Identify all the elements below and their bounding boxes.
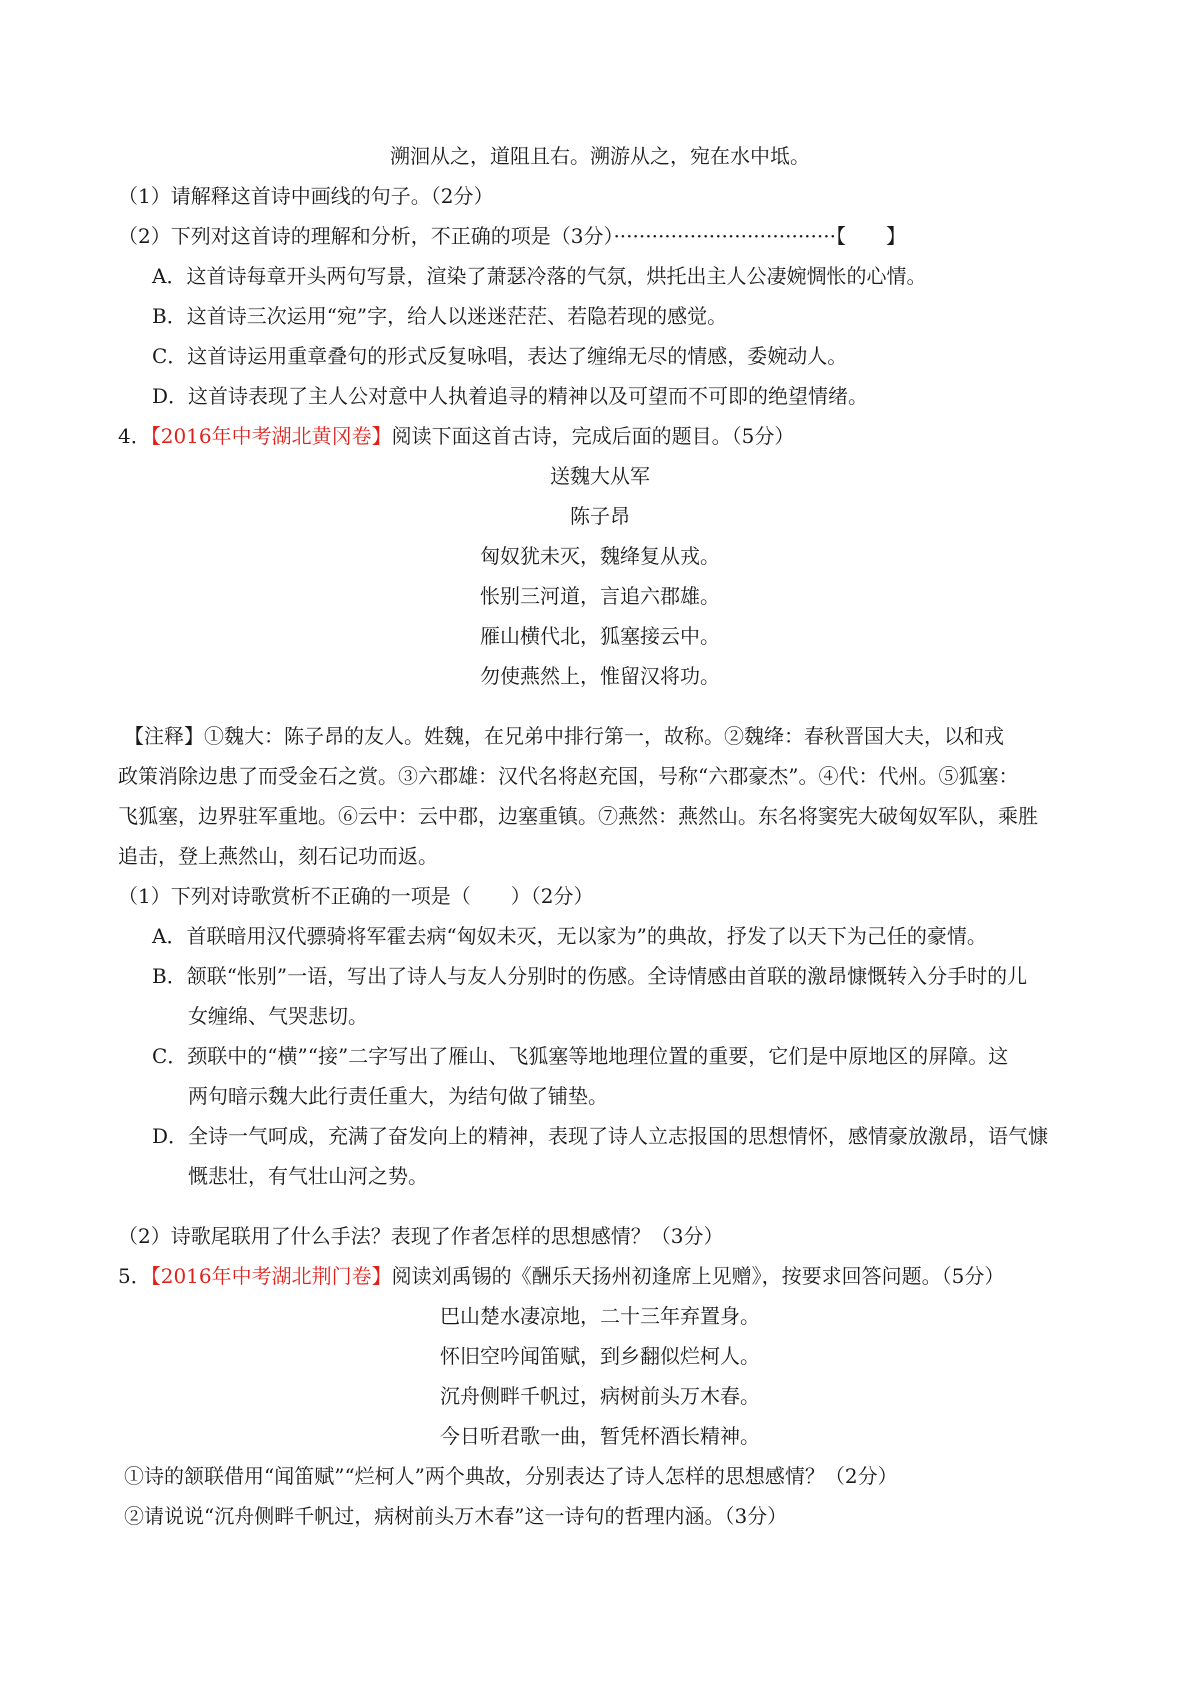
- source-tag: 【2016年中考湖北黄冈卷】: [150, 424, 392, 448]
- option-c: C．颈联中的“横”“接”二字写出了雁山、飞狐塞等地地理位置的重要，它们是中原地区的屏障。这: [152, 1044, 1009, 1068]
- option-c-continued: 两句暗示魏大此行责任重大，为结句做了铺垫。: [188, 1084, 608, 1108]
- question-instruction: 阅读刘禹锡的《酬乐天扬州初逢席上见赠》，按要求回答问题。（5分）: [391, 1264, 1005, 1288]
- option-d: D．全诗一气呵成，充满了奋发向上的精神，表现了诗人立志报国的思想情怀，感情豪放激昂，语气慷: [152, 1124, 1049, 1148]
- poem-line: 巴山楚水凄凉地，二十三年弃置身。: [440, 1304, 760, 1328]
- question-number: 5．: [118, 1264, 151, 1288]
- annotation-line: 追击，登上燕然山，刻石记功而返。: [118, 844, 438, 868]
- poem-line: 怀旧空吟闻笛赋，到乡翻似烂柯人。: [440, 1344, 760, 1368]
- question-5-heading: [118, 1262, 1004, 1290]
- poem-line: 怅别三河道，言追六郡雄。: [480, 584, 720, 608]
- question-number: 4．: [118, 424, 151, 448]
- annotation-line: 飞狐塞，边界驻军重地。⑥云中：云中郡，边塞重镇。⑦燕然：燕然山。东名将窦宪大破匈奴军队，乘胜: [118, 804, 1038, 828]
- question-4-sub-1: （1）下列对诗歌赏析不正确的一项是（ ）（2分）: [118, 884, 594, 908]
- poem-author: 陈子昂: [570, 504, 630, 528]
- annotation-line: 【注释】①魏大：陈子昂的友人。姓魏，在兄弟中排行第一，故称。②魏绛：春秋晋国大夫，以和戎: [124, 724, 1004, 748]
- question-4-sub-2: （2）诗歌尾联用了什么手法？表现了作者怎样的思想感情？（3分）: [118, 1224, 724, 1248]
- poem-line: 雁山横代北，狐塞接云中。: [480, 624, 720, 648]
- question-3-sub-2: （2）下列对这首诗的理解和分析，不正确的项是（3分）···································【 】: [118, 224, 906, 248]
- option-b-continued: 女缠绵、气哭悲切。: [188, 1004, 368, 1028]
- poem-title: 送魏大从军: [550, 464, 650, 488]
- poem-line: 沉舟侧畔千帆过，病树前头万木春。: [440, 1384, 760, 1408]
- option-b: B．颔联“怅别”一语，写出了诗人与友人分别时的伤感。全诗情感由首联的激昂慷慨转入分手时的儿: [152, 964, 1028, 988]
- annotation-line: 政策消除边患了而受金石之赏。③六郡雄：汉代名将赵充国，号称“六郡豪杰”。④代：代州。⑤狐塞：: [118, 764, 1019, 788]
- option-a: A．这首诗每章开头两句写景，渲染了萧瑟冷落的气氛，烘托出主人公凄婉惆怅的心情。: [152, 264, 927, 288]
- option-c: C．这首诗运用重章叠句的形式反复咏唱，表达了缠绵无尽的情感，委婉动人。: [152, 344, 848, 368]
- option-b: B．这首诗三次运用“宛”字，给人以迷迷茫茫、若隐若现的感觉。: [152, 304, 728, 328]
- option-a: A．首联暗用汉代骠骑将军霍去病“匈奴未灭，无以家为”的典故，抒发了以天下为己任的豪情。: [152, 924, 987, 948]
- poem-line: 今日听君歌一曲，暂凭杯酒长精神。: [440, 1424, 760, 1448]
- question-5-sub-2: ②请说说“沉舟侧畔千帆过，病树前头万木春”这一诗句的哲理内涵。（3分）: [124, 1504, 788, 1528]
- question-3-sub-1: （1）请解释这首诗中画线的句子。（2分）: [118, 184, 494, 208]
- poem-line: 勿使燕然上，惟留汉将功。: [480, 664, 720, 688]
- question-instruction: 阅读下面这首古诗，完成后面的题目。（5分）: [391, 424, 795, 448]
- question-5-sub-1: ①诗的颔联借用“闻笛赋”“烂柯人”两个典故，分别表达了诗人怎样的思想感情？（2分）: [124, 1464, 898, 1488]
- poem-line: 匈奴犹未灭，魏绛复从戎。: [480, 544, 720, 568]
- source-tag: 【2016年中考湖北荆门卷】: [150, 1264, 392, 1288]
- option-d-continued: 慨悲壮，有气壮山河之势。: [188, 1164, 428, 1188]
- option-d: D．这首诗表现了主人公对意中人执着追寻的精神以及可望而不可即的绝望情绪。: [152, 384, 869, 408]
- poem-line: 溯洄从之，道阻且右。溯游从之，宛在水中坻。: [390, 144, 810, 168]
- question-4-heading: [118, 422, 794, 450]
